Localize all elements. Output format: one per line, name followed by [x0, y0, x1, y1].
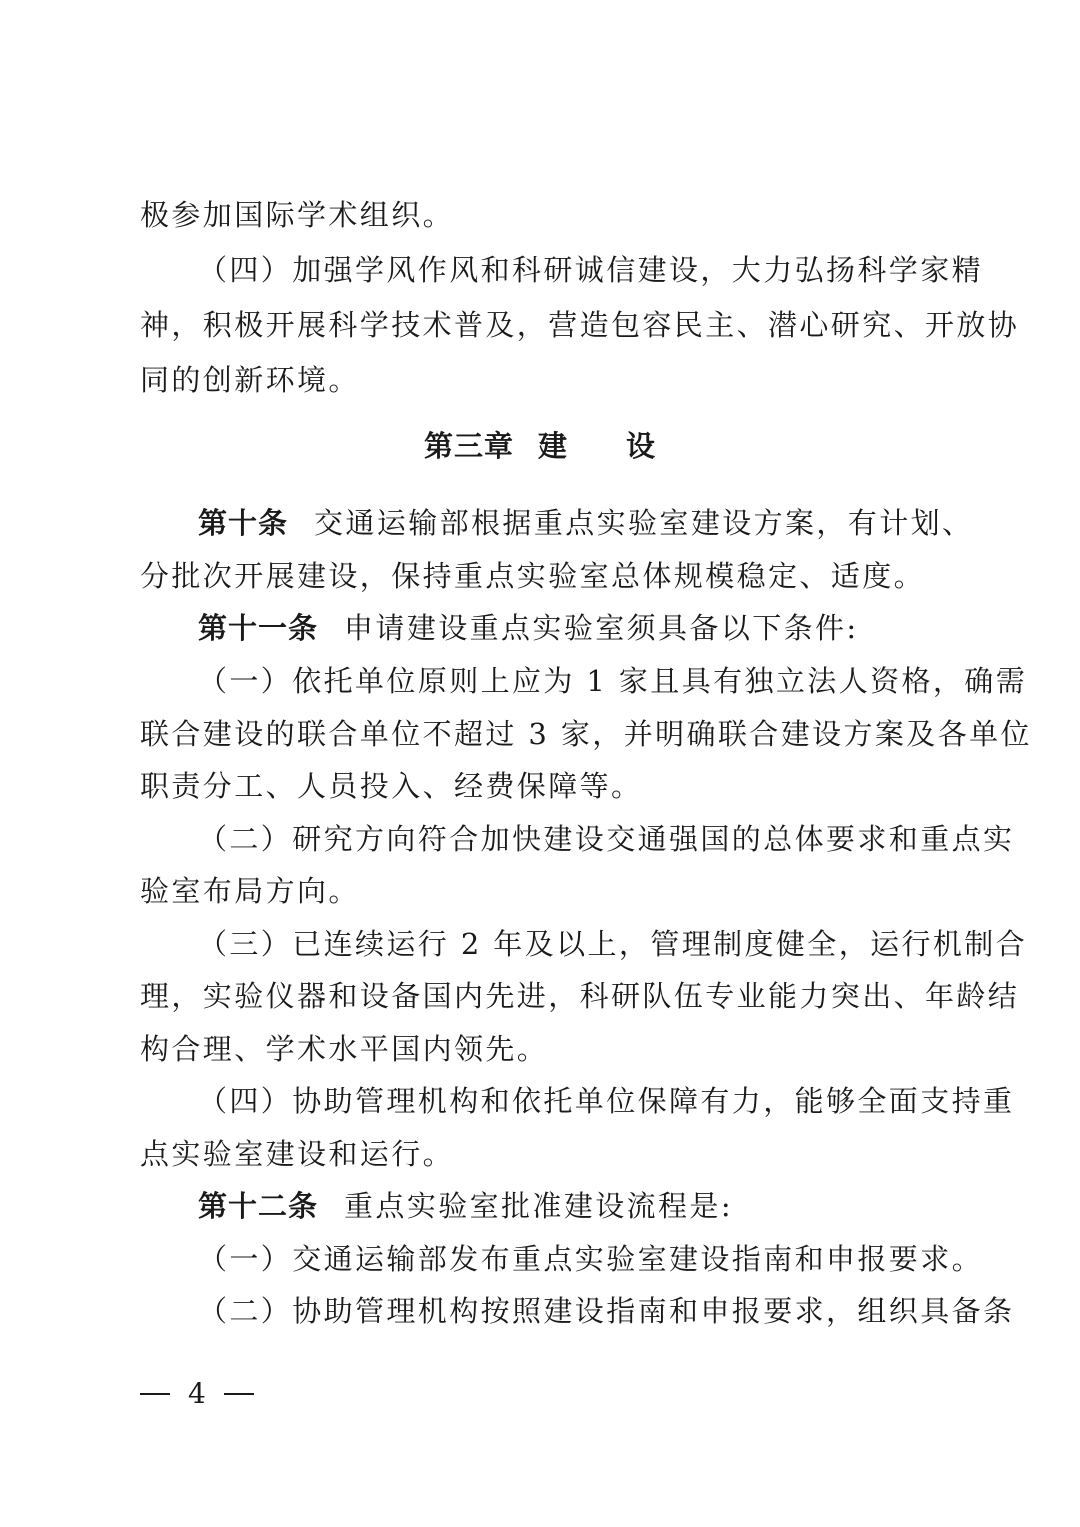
article-text: 申请建设重点实验室须具备以下条件:	[344, 611, 859, 645]
article-12-line	[198, 1186, 940, 1226]
chapter-title-char: 建	[537, 429, 568, 463]
paragraph-line: 点实验室建设和运行。	[140, 1137, 455, 1171]
article-label: 第十二条	[198, 1189, 319, 1223]
paragraph-line: （一）交通运输部发布重点实验室建设指南和申报要求。	[198, 1242, 984, 1276]
paragraph-line: （四）协助管理机构和依托单位保障有力，能够全面支持重	[198, 1084, 1015, 1118]
paragraph-line: 职责分工、人员投入、经费保障等。	[140, 769, 643, 803]
article-11-line	[198, 608, 940, 648]
paragraph-line: 构合理、学术水平国内领先。	[140, 1032, 549, 1066]
paragraph-line: （四）加强学风作风和科研诚信建设，大力弘扬科学家精	[198, 253, 984, 287]
chapter-title-char: 设	[626, 429, 657, 463]
article-10-line	[198, 503, 974, 543]
page-number: 4	[188, 1377, 206, 1410]
chapter-number: 第三章	[423, 429, 514, 463]
paragraph-line: 联合建设的联合单位不超过 3 家，并明确联合建设方案及各单位	[140, 717, 1032, 751]
paragraph-line: 分批次开展建设，保持重点实验室总体规模稳定、适度。	[140, 559, 926, 593]
page-number-footer	[140, 1376, 254, 1412]
article-label: 第十条	[198, 506, 289, 540]
paragraph-line: 极参加国际学术组织。	[140, 198, 455, 232]
chapter-heading	[0, 426, 1080, 466]
paragraph-line: （三）已连续运行 2 年及以上，管理制度健全，运行机制合	[198, 927, 1028, 961]
paragraph-line: 理，实验仪器和设备国内先进，科研队伍专业能力突出、年龄结	[140, 979, 1020, 1013]
article-label: 第十一条	[198, 611, 319, 645]
paragraph-line: （一）依托单位原则上应为 1 家且具有独立法人资格，确需	[198, 664, 1028, 698]
footer-dash	[140, 1393, 170, 1395]
paragraph-line: 验室布局方向。	[140, 874, 360, 908]
footer-dash	[224, 1393, 254, 1395]
article-text: 交通运输部根据重点实验室建设方案，有计划、	[314, 506, 974, 540]
paragraph-line: （二）研究方向符合加快建设交通强国的总体要求和重点实	[198, 822, 1015, 856]
paragraph-line: 神，积极开展科学技术普及，营造包容民主、潜心研究、开放协	[140, 308, 1020, 342]
paragraph-line: 同的创新环境。	[140, 363, 360, 397]
paragraph-line: （二）协助管理机构按照建设指南和申报要求，组织具备条	[198, 1294, 1015, 1328]
article-text: 重点实验室批准建设流程是:	[344, 1189, 733, 1223]
